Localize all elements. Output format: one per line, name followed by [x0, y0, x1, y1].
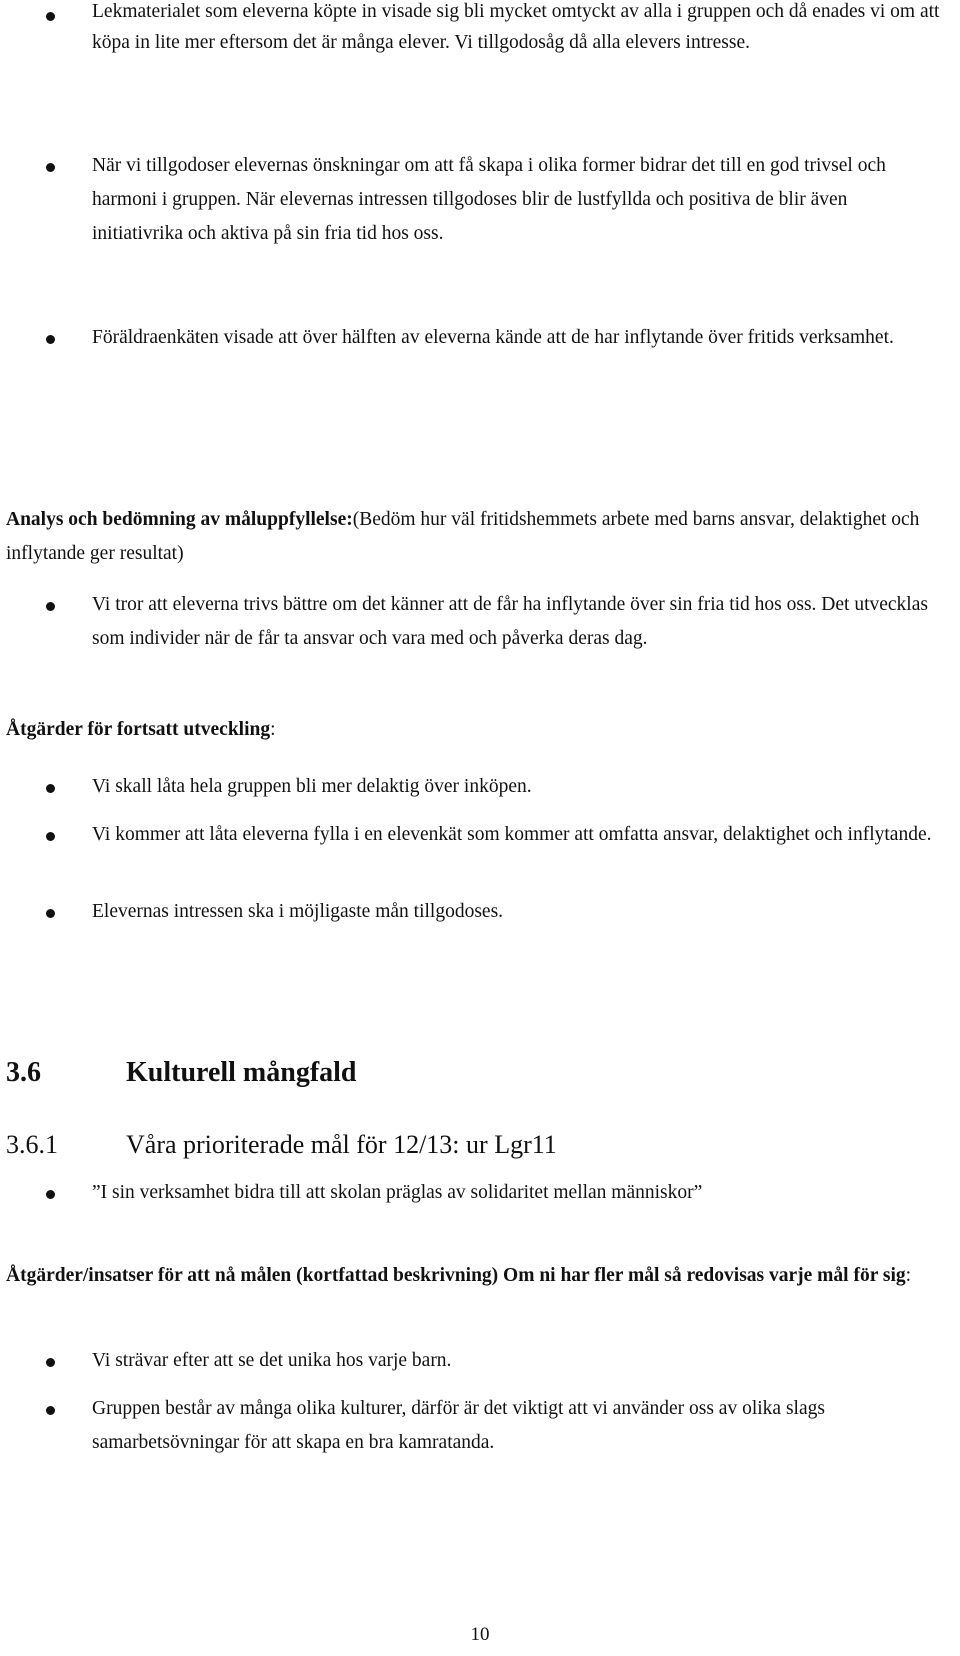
section-title: Kulturell mångfald [126, 1057, 357, 1088]
bullet-icon [46, 1406, 55, 1415]
section-title: Våra prioriterade mål för 12/13: ur Lgr11 [126, 1130, 557, 1159]
list-item-text: Vi tror att eleverna trivs bättre om det känner att de får ha inflytande över sin fria tid hos oss. Det utvecklas som individer när de får ta ansvar och vara med och påverka deras dag. [92, 594, 928, 649]
section-heading-3-6-1 [0, 1130, 960, 1170]
list-item-text: Vi skall låta hela gruppen bli mer delaktig över inköpen. [92, 776, 532, 797]
section-heading-3-6 [0, 1057, 960, 1097]
list-item-text: Vi strävar efter att se det unika hos varje barn. [92, 1350, 452, 1371]
list-item-text: Elevernas intressen ska i möjligaste mån tillgodoses. [92, 901, 504, 922]
actions-heading [6, 1259, 946, 1293]
analysis-heading-bold: Analys och bedömning av måluppfyllelse: [6, 509, 353, 530]
page-number: 10 [470, 1624, 490, 1645]
list-item-text: Lekmaterialet som eleverna köpte in visade sig bli mycket omtyckt av alla i gruppen och då enades vi om att köpa in lite mer eftersom det är många elever. Vi tillgodosåg då alla elevers intresse. [92, 1, 940, 53]
bullet-icon [46, 602, 55, 611]
bullet-icon [46, 784, 55, 793]
actions-heading-rest: : [905, 1265, 912, 1286]
measures-heading [6, 713, 946, 747]
section-number: 3.6.1 [6, 1130, 58, 1159]
measures-heading-bold: Åtgärder för fortsatt utveckling [6, 719, 271, 740]
list-item-text: När vi tillgodoser elevernas önskningar om att få skapa i olika former bidrar det till en god trivsel och harmoni i gruppen. När elevernas intressen tillgodoses blir de lustfyllda och positiva de blir även initiativrika och aktiva på sin fria tid hos oss. [92, 155, 886, 244]
bullet-icon [46, 163, 55, 172]
bullet-icon [46, 832, 55, 841]
bullet-icon [46, 909, 55, 918]
bullet-icon [46, 1358, 55, 1367]
list-item-text: Föräldraenkäten visade att över hälften av eleverna kände att de har inflytande över fritids verksamhet. [92, 327, 894, 348]
bullet-icon [46, 12, 55, 21]
list-item-text: Gruppen består av många olika kulturer, därför är det viktigt att vi använder oss av olika slags samarbetsövningar för att skapa en bra kamratanda. [92, 1398, 825, 1453]
analysis-heading [6, 503, 946, 571]
measures-heading-rest: : [270, 719, 276, 740]
list-item-text: Vi kommer att låta eleverna fylla i en elevenkät som kommer att omfatta ansvar, delaktighet och inflytande. [92, 824, 932, 845]
bullet-icon [46, 335, 55, 344]
bullet-icon [46, 1190, 55, 1199]
actions-heading-bold: Åtgärder/insatser för att nå målen (kortfattad beskrivning) Om ni har fler mål så redovisas varje mål för sig [6, 1265, 906, 1286]
section-number: 3.6 [6, 1057, 41, 1088]
analysis-heading-rest: (Bedöm hur väl fritidshemmets arbete med barns ansvar, delaktighet och inflytande ger resultat) [6, 509, 920, 564]
list-item-text: ”I sin verksamhet bidra till att skolan präglas av solidaritet mellan människor” [92, 1182, 703, 1203]
